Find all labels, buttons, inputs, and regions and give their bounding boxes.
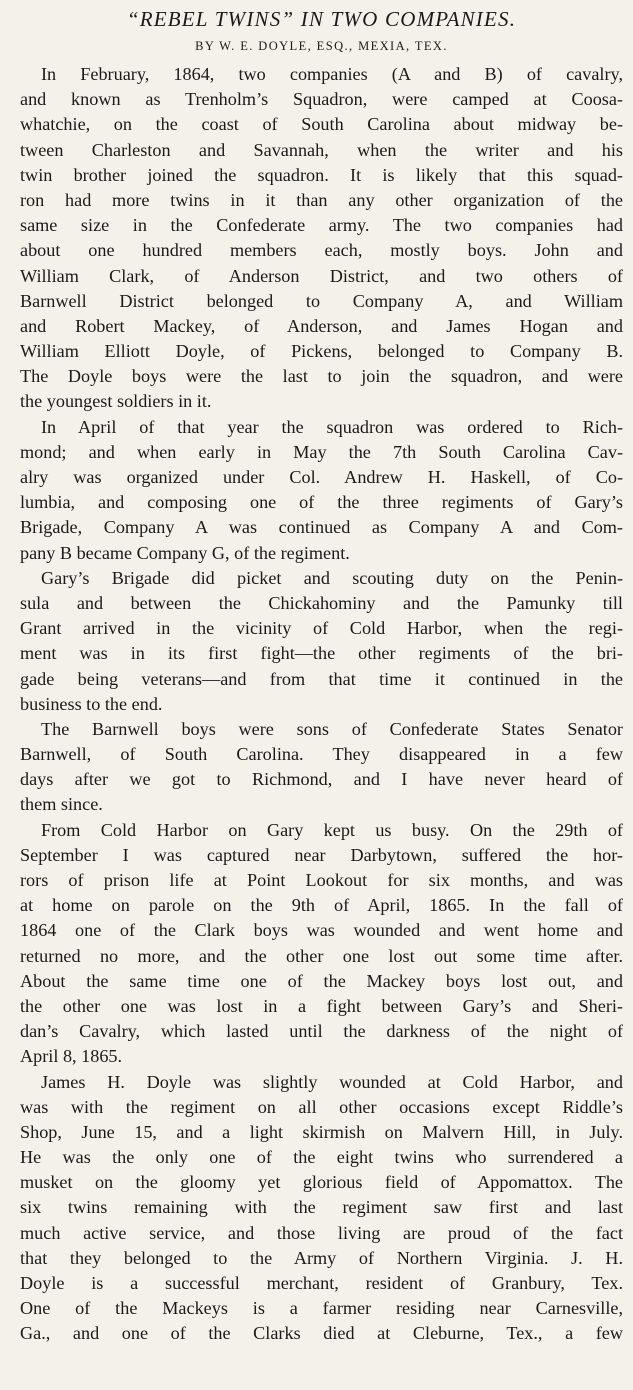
text-line: whatchie, on the coast of South Carolina about midway be- bbox=[20, 114, 623, 135]
text-line: September I was captured near Darbytown, suffered the hor- bbox=[20, 844, 623, 865]
text-line: About the same time one of the Mackey boys lost out, and bbox=[20, 970, 623, 991]
text-line: them since. bbox=[20, 794, 103, 815]
paragraph-6 bbox=[20, 1070, 623, 1347]
text-line: Shop, June 15, and a light skirmish on Malvern Hill, in July. bbox=[20, 1121, 623, 1142]
text-line: pany B became Company G, of the regiment. bbox=[20, 542, 350, 563]
text-line: sula and between the Chickahominy and the Pamunky till bbox=[20, 592, 623, 613]
paragraph-3 bbox=[20, 566, 623, 717]
text-line: the youngest soldiers in it. bbox=[20, 391, 212, 412]
text-line: musket on the gloomy yet glorious field of Appomattox. The bbox=[20, 1172, 623, 1193]
text-line: Brigade, Company A was continued as Company A and Com- bbox=[20, 517, 623, 538]
text-line: Grant arrived in the vicinity of Cold Harbor, when the regi- bbox=[20, 618, 623, 639]
text-line: In February, 1864, two companies (A and B) of cavalry, bbox=[41, 64, 623, 84]
text-line: twin brother joined the squadron. It is likely that this squad- bbox=[20, 164, 623, 185]
text-line: He was the only one of the eight twins who surrendered a bbox=[20, 1147, 623, 1168]
text-line: The Barnwell boys were sons of Confederate States Senator bbox=[41, 718, 623, 739]
text-line: gade being veterans—and from that time it continued in the bbox=[20, 668, 623, 689]
text-line: same size in the Confederate army. The two companies had bbox=[20, 215, 623, 236]
text-line: James H. Doyle was slightly wounded at Cold Harbor, and bbox=[41, 1071, 623, 1092]
text-line: Barnwell, of South Carolina. They disappeared in a few bbox=[20, 744, 623, 765]
text-line: lumbia, and composing one of the three regiments of Gary’s bbox=[20, 492, 623, 513]
text-line: much active service, and those living are proud of the fact bbox=[20, 1222, 623, 1243]
text-line: that they belonged to the Army of Northern Virginia. J. H. bbox=[20, 1247, 623, 1268]
text-line: six twins remaining with the regiment saw first and last bbox=[20, 1197, 623, 1218]
paragraph-4 bbox=[20, 717, 623, 818]
text-line: and Robert Mackey, of Anderson, and James Hogan and bbox=[20, 315, 623, 336]
article-body bbox=[20, 62, 623, 1347]
text-line: In April of that year the squadron was ordered to Rich- bbox=[41, 416, 623, 437]
text-line: April 8, 1865. bbox=[20, 1046, 123, 1067]
article-title: “REBEL TWINS” IN TWO COMPANIES. bbox=[126, 7, 517, 31]
text-line: business to the end. bbox=[20, 693, 163, 714]
text-line: Barnwell District belonged to Company A, and William bbox=[20, 290, 623, 311]
text-line: William Clark, of Anderson District, and two others of bbox=[20, 265, 623, 286]
paragraph-1 bbox=[20, 62, 623, 415]
text-line: at home on parole on the 9th of April, 1865. In the fall of bbox=[20, 895, 623, 916]
text-line: Doyle is a successful merchant, resident of Granbury, Tex. bbox=[20, 1273, 623, 1293]
text-line: Gary’s Brigade did picket and scouting duty on the Penin- bbox=[41, 567, 623, 588]
text-line: William Elliott Doyle, of Pickens, belonged to Company B. bbox=[20, 341, 623, 362]
text-line: ment was in its first fight—the other regiments of the bri- bbox=[20, 643, 623, 664]
text-line: One of the Mackeys is a farmer residing near Carnesville, bbox=[20, 1298, 623, 1319]
article-byline: BY W. E. DOYLE, ESQ., MEXIA, TEX. bbox=[195, 39, 448, 53]
text-line: 1864 one of the Clark boys was wounded and went home and bbox=[20, 920, 623, 941]
text-line: about one hundred members each, mostly boys. John and bbox=[20, 240, 623, 261]
text-line: alry was organized under Col. Andrew H. Haskell, of Co- bbox=[20, 467, 623, 487]
text-line: Ga., and one of the Clarks died at Cleburne, Tex., a few bbox=[20, 1323, 623, 1344]
text-line: rors of prison life at Point Lookout for six months, and was bbox=[20, 870, 623, 890]
text-line: The Doyle boys were the last to join the squadron, and were bbox=[20, 366, 623, 387]
text-line: was with the regiment on all other occasions except Riddle’s bbox=[20, 1096, 623, 1117]
text-line: ron had more twins in it than any other organization of the bbox=[20, 189, 623, 210]
text-line: and known as Trenholm’s Squadron, were camped at Coosa- bbox=[20, 89, 623, 110]
text-line: the other one was lost in a fight between Gary’s and Sheri- bbox=[20, 995, 623, 1016]
text-line: From Cold Harbor on Gary kept us busy. On the 29th of bbox=[41, 819, 623, 840]
text-line: returned no more, and the other one lost out some time after. bbox=[20, 945, 623, 966]
paragraph-2 bbox=[20, 415, 623, 566]
paragraph-5 bbox=[20, 818, 623, 1070]
text-line: tween Charleston and Savannah, when the writer and his bbox=[20, 139, 623, 160]
text-line: days after we got to Richmond, and I have never heard of bbox=[20, 769, 623, 790]
text-line: mond; and when early in May the 7th South Carolina Cav- bbox=[20, 441, 623, 462]
text-line: dan’s Cavalry, which lasted until the darkness of the night of bbox=[20, 1021, 623, 1042]
